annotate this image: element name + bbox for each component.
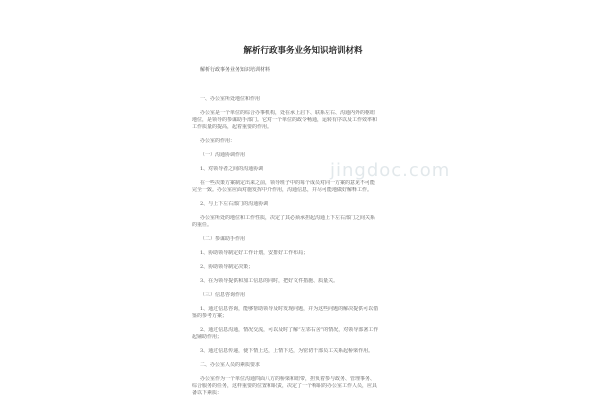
paragraph-line: 办公室的作用： — [200, 138, 236, 144]
paragraph-line: 鉴的参考方案； — [192, 313, 228, 319]
paragraph-line: 2、通过信息沟通，情况交流，可以及时了解“左邻右舍”的情况，对领导部署工作 — [200, 327, 379, 333]
doc-title: 解析行政事务业务知识培训材料 — [243, 46, 363, 56]
paragraph-line: 办公室作为一个单位沟通四面八方的桥梁和纽带，担负着参与政务、管理事务、 — [200, 376, 376, 382]
document-page — [178, 30, 428, 400]
doc-subtitle: 解析行政事务业务知识培训材料 — [200, 67, 271, 73]
paragraph-line: 办公室所处的地位和工作性质，决定了其必须承担起沟通上下左右部门之间关系 — [200, 215, 376, 221]
paragraph-line: 工作质量的提高，起着重要的作用。 — [192, 124, 273, 130]
subheading: 2、与上下左右部门的沟通协调 — [200, 201, 269, 207]
paragraph-line: 的重任。 — [192, 222, 213, 228]
paragraph-line: 1、协助领导制定好工作计划，安排好工作布局； — [200, 250, 309, 256]
paragraph-line: 备以下素质： — [192, 390, 223, 396]
paragraph-line: 办公室是一个单位的综合办事机构，处在承上启下、联系左右、沟通内外的枢纽 — [200, 110, 376, 116]
section-heading: 一、办公室所处地位和作用 — [200, 96, 261, 102]
watermark: jingdoc.com — [330, 160, 451, 181]
paragraph-line: 起铺助作用； — [192, 334, 223, 340]
paragraph-line: 3、通过信息传递，使下情上达，上情下达，为密切干部员工关系起桥梁作用。 — [200, 348, 374, 354]
subheading: （三）信息咨询作用 — [200, 292, 246, 298]
paragraph-line: 2、协助领导制定决策； — [200, 264, 254, 270]
section-heading: 二、办公室人员的素质要求 — [200, 362, 261, 368]
subheading: （二）参谋助手作用 — [200, 236, 246, 242]
paragraph-line: 1、通过信息咨询，能够帮助领导及时发现问题，并为这些问题的解决提供可以借 — [200, 306, 379, 312]
paragraph-line: 在一些决策方案制定出来之前，领导班子中的每个成员对同一方案的意见不可能 — [200, 180, 376, 186]
subheading: 1、对领导者之间的沟通协调 — [200, 166, 264, 172]
subheading: （一）沟通协调作用 — [200, 152, 246, 158]
paragraph-line: 综合服务的任务，这样重要的位置和职责，决定了一个称职的办公室工作人员，应具 — [192, 383, 378, 389]
paragraph-line: 地位，是领导的参谋助手部门。它对一个单位的政令畅通，运转有序以及工作效率和 — [192, 117, 378, 123]
paragraph-line: 完全一致。办公室应面对施发挥中介作用，沟通信息，并尽可能地做好解释工作。 — [192, 187, 373, 193]
paragraph-line: 3、在为领导提供和加工信息的同时，把好文件措施、质量关。 — [200, 278, 339, 284]
